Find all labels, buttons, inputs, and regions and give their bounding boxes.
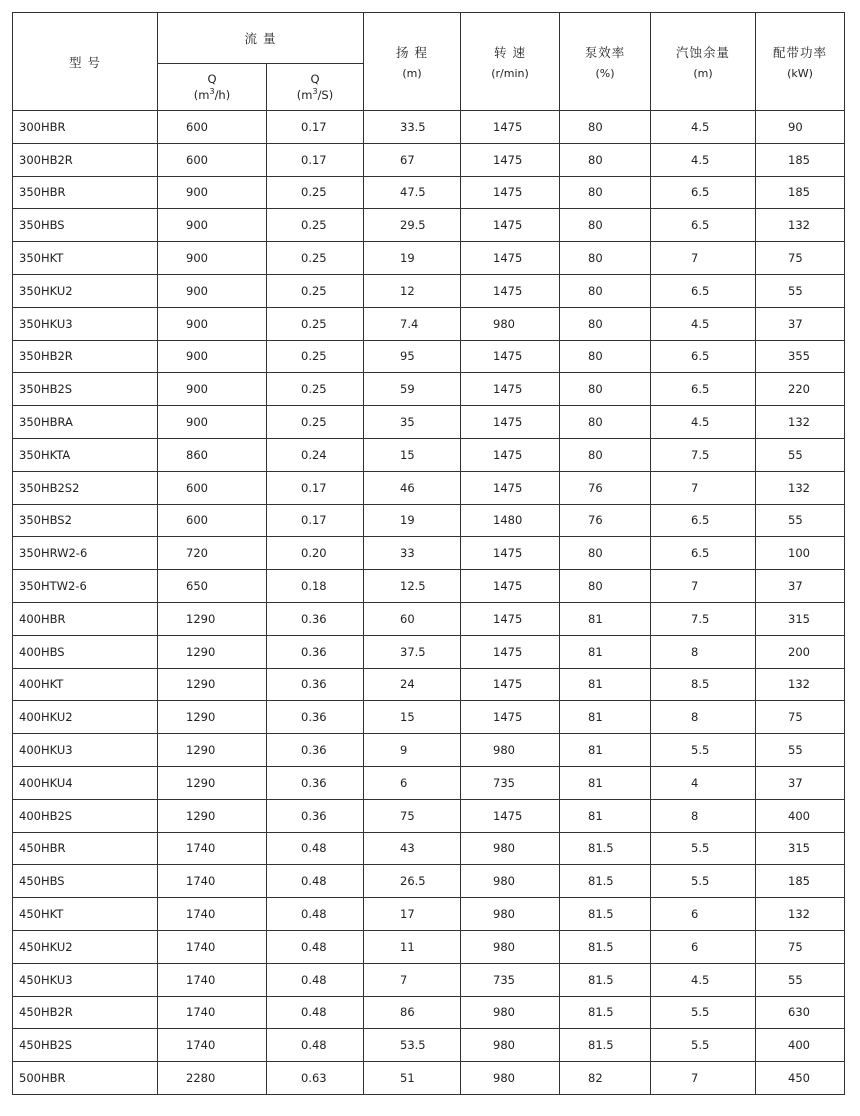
cell-flow-m3h: 900	[158, 340, 267, 373]
cell-npsh: 6	[651, 930, 756, 963]
cell-model: 500HBR	[13, 1062, 158, 1095]
cell-head: 12.5	[364, 570, 461, 603]
cell-model: 400HBS	[13, 635, 158, 668]
table-row	[13, 373, 845, 406]
cell-speed: 980	[461, 865, 560, 898]
cell-model: 350HKT	[13, 242, 158, 275]
cell-flow-m3s: 0.25	[267, 176, 364, 209]
header-speed: 转 速 (r/min)	[461, 13, 560, 111]
table-row	[13, 143, 845, 176]
cell-npsh: 8.5	[651, 668, 756, 701]
cell-flow-m3h: 900	[158, 373, 267, 406]
cell-head: 11	[364, 930, 461, 963]
cell-flow-m3s: 0.48	[267, 865, 364, 898]
header-model: 型 号	[13, 13, 158, 111]
cell-head: 33.5	[364, 111, 461, 144]
cell-efficiency: 76	[560, 471, 651, 504]
cell-power: 200	[756, 635, 845, 668]
table-row	[13, 471, 845, 504]
cell-flow-m3h: 600	[158, 504, 267, 537]
cell-flow-m3h: 600	[158, 143, 267, 176]
cell-speed: 1475	[461, 242, 560, 275]
cell-speed: 1475	[461, 274, 560, 307]
cell-power: 100	[756, 537, 845, 570]
table-row	[13, 570, 845, 603]
cell-head: 35	[364, 406, 461, 439]
header-flow-m3s: Q $(m^3/S)$	[267, 64, 364, 111]
cell-efficiency: 80	[560, 307, 651, 340]
cell-speed: 1475	[461, 373, 560, 406]
cell-power: 132	[756, 668, 845, 701]
cell-flow-m3s: 0.36	[267, 766, 364, 799]
cell-model: 400HB2S	[13, 799, 158, 832]
cell-flow-m3h: 900	[158, 307, 267, 340]
cell-power: 55	[756, 438, 845, 471]
cell-flow-m3h: 1740	[158, 1029, 267, 1062]
cell-model: 400HKU2	[13, 701, 158, 734]
cell-power: 55	[756, 274, 845, 307]
cell-model: 350HB2S	[13, 373, 158, 406]
cell-speed: 1475	[461, 471, 560, 504]
header-efficiency: 泵效率 (%)	[560, 13, 651, 111]
cell-speed: 1475	[461, 143, 560, 176]
cell-model: 450HKU2	[13, 930, 158, 963]
table-body	[13, 111, 845, 1095]
cell-flow-m3s: 0.48	[267, 930, 364, 963]
cell-head: 19	[364, 242, 461, 275]
cell-speed: 980	[461, 898, 560, 931]
cell-power: 185	[756, 176, 845, 209]
cell-npsh: 6.5	[651, 209, 756, 242]
cell-flow-m3s: 0.25	[267, 209, 364, 242]
cell-model: 400HKU4	[13, 766, 158, 799]
cell-flow-m3s: 0.48	[267, 996, 364, 1029]
cell-npsh: 4.5	[651, 406, 756, 439]
cell-power: 55	[756, 504, 845, 537]
cell-speed: 980	[461, 930, 560, 963]
cell-model: 450HB2S	[13, 1029, 158, 1062]
pump-spec-table	[12, 12, 845, 1095]
cell-power: 400	[756, 1029, 845, 1062]
cell-flow-m3h: 1290	[158, 701, 267, 734]
table-row	[13, 209, 845, 242]
cell-speed: 1475	[461, 406, 560, 439]
cell-efficiency: 81.5	[560, 963, 651, 996]
cell-efficiency: 76	[560, 504, 651, 537]
cell-flow-m3h: 1740	[158, 898, 267, 931]
cell-head: 53.5	[364, 1029, 461, 1062]
cell-flow-m3s: 0.20	[267, 537, 364, 570]
cell-speed: 980	[461, 996, 560, 1029]
cell-head: 43	[364, 832, 461, 865]
cell-model: 350HBR	[13, 176, 158, 209]
cell-npsh: 8	[651, 635, 756, 668]
cell-model: 350HTW2-6	[13, 570, 158, 603]
cell-speed: 1475	[461, 602, 560, 635]
cell-flow-m3h: 1290	[158, 635, 267, 668]
cell-efficiency: 81.5	[560, 930, 651, 963]
cell-flow-m3h: 860	[158, 438, 267, 471]
cell-efficiency: 80	[560, 143, 651, 176]
table-row	[13, 1029, 845, 1062]
cell-power: 37	[756, 766, 845, 799]
cell-head: 12	[364, 274, 461, 307]
cell-speed: 1475	[461, 537, 560, 570]
table-row	[13, 635, 845, 668]
cell-speed: 1475	[461, 438, 560, 471]
cell-head: 7.4	[364, 307, 461, 340]
cell-npsh: 4.5	[651, 963, 756, 996]
cell-head: 46	[364, 471, 461, 504]
cell-power: 185	[756, 865, 845, 898]
cell-efficiency: 82	[560, 1062, 651, 1095]
table-row	[13, 963, 845, 996]
cell-npsh: 5.5	[651, 734, 756, 767]
cell-speed: 1475	[461, 701, 560, 734]
cell-npsh: 8	[651, 799, 756, 832]
cell-efficiency: 81	[560, 701, 651, 734]
cell-power: 55	[756, 734, 845, 767]
cell-head: 75	[364, 799, 461, 832]
cell-model: 300HB2R	[13, 143, 158, 176]
cell-npsh: 6.5	[651, 274, 756, 307]
cell-head: 37.5	[364, 635, 461, 668]
cell-model: 350HKU2	[13, 274, 158, 307]
cell-head: 60	[364, 602, 461, 635]
cell-speed: 980	[461, 307, 560, 340]
table-row	[13, 176, 845, 209]
cell-efficiency: 80	[560, 274, 651, 307]
cell-flow-m3s: 0.24	[267, 438, 364, 471]
cell-flow-m3h: 1740	[158, 865, 267, 898]
cell-power: 132	[756, 898, 845, 931]
cell-head: 67	[364, 143, 461, 176]
cell-efficiency: 80	[560, 111, 651, 144]
table-row	[13, 274, 845, 307]
cell-flow-m3h: 1290	[158, 734, 267, 767]
cell-power: 132	[756, 209, 845, 242]
header-head: 扬 程 (m)	[364, 13, 461, 111]
cell-power: 75	[756, 701, 845, 734]
cell-head: 51	[364, 1062, 461, 1095]
cell-flow-m3h: 1290	[158, 668, 267, 701]
cell-npsh: 5.5	[651, 996, 756, 1029]
cell-efficiency: 80	[560, 406, 651, 439]
cell-flow-m3s: 0.36	[267, 734, 364, 767]
table-row	[13, 438, 845, 471]
cell-flow-m3s: 0.17	[267, 471, 364, 504]
cell-head: 6	[364, 766, 461, 799]
cell-flow-m3h: 1740	[158, 832, 267, 865]
table-row	[13, 504, 845, 537]
cell-flow-m3s: 0.48	[267, 1029, 364, 1062]
cell-power: 315	[756, 602, 845, 635]
cell-model: 450HKT	[13, 898, 158, 931]
cell-npsh: 7	[651, 242, 756, 275]
cell-flow-m3s: 0.18	[267, 570, 364, 603]
cell-npsh: 6.5	[651, 373, 756, 406]
cell-power: 55	[756, 963, 845, 996]
table-row	[13, 898, 845, 931]
cell-flow-m3h: 1290	[158, 799, 267, 832]
cell-efficiency: 81	[560, 635, 651, 668]
cell-npsh: 4.5	[651, 143, 756, 176]
cell-flow-m3s: 0.36	[267, 635, 364, 668]
cell-head: 17	[364, 898, 461, 931]
cell-flow-m3s: 0.25	[267, 307, 364, 340]
cell-model: 400HBR	[13, 602, 158, 635]
header-npsh: 汽蚀余量 (m)	[651, 13, 756, 111]
cell-flow-m3s: 0.25	[267, 373, 364, 406]
cell-head: 26.5	[364, 865, 461, 898]
cell-speed: 980	[461, 832, 560, 865]
cell-npsh: 7.5	[651, 438, 756, 471]
cell-flow-m3h: 1740	[158, 963, 267, 996]
cell-efficiency: 81.5	[560, 1029, 651, 1062]
cell-model: 400HKU3	[13, 734, 158, 767]
header-power: 配带功率 (kW)	[756, 13, 845, 111]
cell-model: 350HB2R	[13, 340, 158, 373]
cell-head: 47.5	[364, 176, 461, 209]
cell-flow-m3h: 1740	[158, 930, 267, 963]
cell-power: 450	[756, 1062, 845, 1095]
cell-flow-m3s: 0.17	[267, 504, 364, 537]
cell-flow-m3s: 0.25	[267, 340, 364, 373]
cell-efficiency: 80	[560, 373, 651, 406]
cell-speed: 980	[461, 1029, 560, 1062]
cell-model: 350HBS	[13, 209, 158, 242]
cell-flow-m3s: 0.17	[267, 111, 364, 144]
cell-flow-m3h: 900	[158, 176, 267, 209]
cell-efficiency: 81.5	[560, 865, 651, 898]
cell-flow-m3h: 1290	[158, 602, 267, 635]
cell-npsh: 5.5	[651, 1029, 756, 1062]
cell-speed: 1475	[461, 176, 560, 209]
cell-flow-m3h: 1290	[158, 766, 267, 799]
cell-power: 355	[756, 340, 845, 373]
cell-flow-m3s: 0.17	[267, 143, 364, 176]
cell-head: 24	[364, 668, 461, 701]
cell-speed: 980	[461, 1062, 560, 1095]
table-row	[13, 242, 845, 275]
cell-flow-m3s: 0.48	[267, 898, 364, 931]
cell-npsh: 6	[651, 898, 756, 931]
cell-power: 75	[756, 242, 845, 275]
cell-efficiency: 80	[560, 570, 651, 603]
cell-flow-m3h: 720	[158, 537, 267, 570]
table-row	[13, 537, 845, 570]
cell-efficiency: 81	[560, 799, 651, 832]
table-row	[13, 307, 845, 340]
cell-efficiency: 80	[560, 438, 651, 471]
cell-speed: 1475	[461, 799, 560, 832]
cell-head: 95	[364, 340, 461, 373]
cell-flow-m3h: 600	[158, 111, 267, 144]
cell-flow-m3s: 0.36	[267, 602, 364, 635]
table-row	[13, 602, 845, 635]
cell-npsh: 5.5	[651, 832, 756, 865]
cell-model: 450HBR	[13, 832, 158, 865]
cell-speed: 735	[461, 766, 560, 799]
cell-power: 37	[756, 307, 845, 340]
table-row	[13, 996, 845, 1029]
table-row	[13, 406, 845, 439]
cell-speed: 1475	[461, 570, 560, 603]
cell-npsh: 6.5	[651, 504, 756, 537]
cell-speed: 1475	[461, 668, 560, 701]
cell-npsh: 4	[651, 766, 756, 799]
cell-efficiency: 81	[560, 766, 651, 799]
cell-flow-m3s: 0.36	[267, 799, 364, 832]
table-row	[13, 865, 845, 898]
cell-model: 450HB2R	[13, 996, 158, 1029]
cell-head: 7	[364, 963, 461, 996]
table-row	[13, 734, 845, 767]
cell-flow-m3h: 900	[158, 242, 267, 275]
cell-npsh: 7.5	[651, 602, 756, 635]
cell-power: 75	[756, 930, 845, 963]
cell-speed: 1475	[461, 209, 560, 242]
cell-model: 300HBR	[13, 111, 158, 144]
cell-speed: 1475	[461, 635, 560, 668]
cell-model: 350HKTA	[13, 438, 158, 471]
cell-flow-m3s: 0.48	[267, 963, 364, 996]
cell-flow-m3h: 900	[158, 274, 267, 307]
cell-flow-m3s: 0.63	[267, 1062, 364, 1095]
cell-flow-m3h: 2280	[158, 1062, 267, 1095]
cell-flow-m3s: 0.36	[267, 701, 364, 734]
pump-spec-sheet	[12, 12, 844, 1095]
cell-efficiency: 81	[560, 668, 651, 701]
cell-efficiency: 80	[560, 176, 651, 209]
table-row	[13, 111, 845, 144]
cell-power: 185	[756, 143, 845, 176]
cell-efficiency: 80	[560, 537, 651, 570]
cell-npsh: 6.5	[651, 176, 756, 209]
header-flow: 流 量	[158, 13, 364, 64]
cell-head: 29.5	[364, 209, 461, 242]
cell-npsh: 7	[651, 570, 756, 603]
cell-speed: 980	[461, 734, 560, 767]
cell-efficiency: 81.5	[560, 996, 651, 1029]
table-header	[13, 13, 845, 111]
cell-head: 59	[364, 373, 461, 406]
cell-flow-m3h: 1740	[158, 996, 267, 1029]
cell-efficiency: 80	[560, 340, 651, 373]
cell-efficiency: 81.5	[560, 898, 651, 931]
cell-npsh: 7	[651, 471, 756, 504]
cell-power: 37	[756, 570, 845, 603]
cell-flow-m3s: 0.48	[267, 832, 364, 865]
cell-power: 630	[756, 996, 845, 1029]
cell-head: 15	[364, 701, 461, 734]
cell-speed: 1475	[461, 111, 560, 144]
cell-npsh: 4.5	[651, 111, 756, 144]
cell-head: 15	[364, 438, 461, 471]
cell-model: 350HBRA	[13, 406, 158, 439]
cell-npsh: 7	[651, 1062, 756, 1095]
cell-model: 350HKU3	[13, 307, 158, 340]
cell-efficiency: 81	[560, 734, 651, 767]
cell-efficiency: 81	[560, 602, 651, 635]
cell-power: 132	[756, 471, 845, 504]
cell-npsh: 6.5	[651, 340, 756, 373]
cell-flow-m3h: 600	[158, 471, 267, 504]
table-row	[13, 799, 845, 832]
cell-power: 400	[756, 799, 845, 832]
cell-flow-m3h: 650	[158, 570, 267, 603]
cell-efficiency: 80	[560, 209, 651, 242]
cell-model: 350HBS2	[13, 504, 158, 537]
cell-npsh: 6.5	[651, 537, 756, 570]
cell-efficiency: 80	[560, 242, 651, 275]
table-row	[13, 668, 845, 701]
cell-model: 350HB2S2	[13, 471, 158, 504]
cell-power: 132	[756, 406, 845, 439]
cell-flow-m3s: 0.25	[267, 242, 364, 275]
cell-flow-m3s: 0.36	[267, 668, 364, 701]
cell-flow-m3h: 900	[158, 209, 267, 242]
cell-npsh: 8	[651, 701, 756, 734]
cell-speed: 1475	[461, 340, 560, 373]
table-row	[13, 1062, 845, 1095]
cell-flow-m3s: 0.25	[267, 406, 364, 439]
cell-power: 220	[756, 373, 845, 406]
cell-npsh: 4.5	[651, 307, 756, 340]
cell-model: 400HKT	[13, 668, 158, 701]
cell-model: 450HBS	[13, 865, 158, 898]
table-row	[13, 340, 845, 373]
cell-power: 90	[756, 111, 845, 144]
cell-speed: 735	[461, 963, 560, 996]
cell-npsh: 5.5	[651, 865, 756, 898]
cell-efficiency: 81.5	[560, 832, 651, 865]
cell-head: 33	[364, 537, 461, 570]
cell-power: 315	[756, 832, 845, 865]
cell-model: 350HRW2-6	[13, 537, 158, 570]
table-row	[13, 930, 845, 963]
header-flow-m3h: Q $(m^3/h)$	[158, 64, 267, 111]
table-row	[13, 832, 845, 865]
cell-head: 19	[364, 504, 461, 537]
cell-head: 9	[364, 734, 461, 767]
cell-head: 86	[364, 996, 461, 1029]
cell-speed: 1480	[461, 504, 560, 537]
table-row	[13, 701, 845, 734]
table-row	[13, 766, 845, 799]
cell-model: 450HKU3	[13, 963, 158, 996]
cell-flow-m3h: 900	[158, 406, 267, 439]
cell-flow-m3s: 0.25	[267, 274, 364, 307]
